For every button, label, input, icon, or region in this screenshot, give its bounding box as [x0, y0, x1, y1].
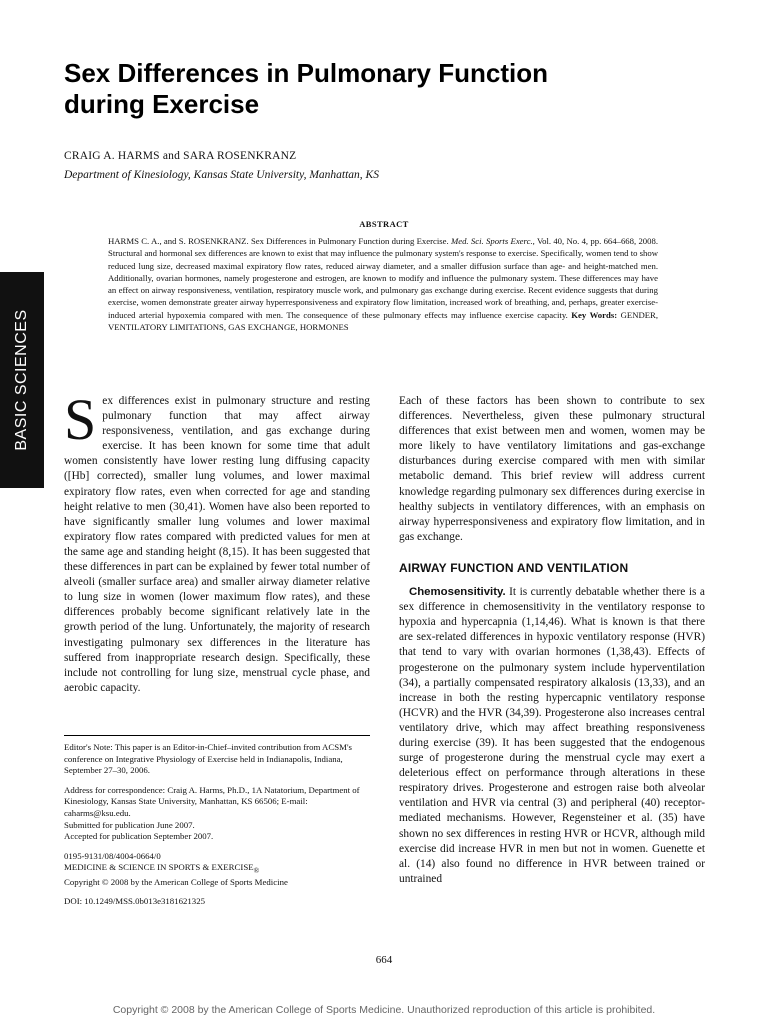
section-tab-label: BASIC SCIENCES [13, 309, 30, 451]
section-heading: AIRWAY FUNCTION AND VENTILATION [399, 560, 629, 575]
registered-mark: ® [253, 866, 260, 876]
keywords-label: Key Words: [571, 309, 618, 320]
abstract-text [108, 235, 658, 333]
footnote-rule [64, 735, 370, 736]
section-tab [0, 272, 44, 488]
footnotes [64, 742, 370, 908]
submitted: Submitted for publication June 2007. [64, 819, 195, 830]
right-paragraph-1: Each of these factors has been shown to contribute to sex differences. Nevertheless, given these pulmonary structural differences that exist between men and women, women may be more likely to have ventilatory limitations and gas-exchange disturbances during exercise compared with men with similar metabolic demand. This brief review will address current knowledge regarding pulmonary sex differences during exercise in healthy subjects in ventilatory differences, with an emphasis on airway hyperresponsiveness and expiratory flow limitation, and in gas exchange. [399, 395, 705, 543]
title-line-2: during Exercise [64, 89, 260, 119]
title-line-1: Sex Differences in Pulmonary Function [64, 58, 548, 88]
left-column [64, 387, 370, 696]
article-title [64, 58, 704, 120]
right-column [399, 394, 705, 887]
keywords: GENDER, VENTILATORY LIMITATIONS, GAS EXCHANGE, HORMONES [108, 309, 659, 333]
issn: 0195-9131/08/4004-0664/0 [64, 850, 161, 861]
accepted: Accepted for publication September 2007. [64, 831, 214, 842]
journal-name-text: MEDICINE & SCIENCE IN SPORTS & EXERCISE [64, 862, 254, 873]
abstract-citation-suffix: , Vol. 40, No. 4, pp. 664–668, 2008. [532, 236, 658, 246]
doi: DOI: 10.1249/MSS.0b013e3181621325 [64, 896, 205, 907]
intro-paragraph [64, 387, 370, 696]
copyright-line: Copyright © 2008 by the American College of Sports Medicine [64, 876, 288, 887]
abstract-citation-prefix: HARMS C. A., and S. ROSENKRANZ. Sex Differences in Pulmonary Function during Exercise. [108, 236, 451, 246]
editors-note: Editor's Note: This paper is an Editor-in-Chief–invited contribution from ACSM's conference on Integrative Physiology of Exercise held in Indianapolis, Indiana, September 27–30, 2006. [64, 742, 352, 776]
drop-cap: S [64, 387, 97, 452]
authors: CRAIG A. HARMS and SARA ROSENKRANZ [64, 150, 297, 162]
page-number: 664 [375, 954, 393, 966]
abstract-heading: ABSTRACT [359, 219, 409, 229]
correspondence: Address for correspondence: Craig A. Harms, Ph.D., 1A Natatorium, Department of Kinesiology, Kansas State University, Manhattan, KS 66506; E-mail: caharms@ksu.edu. [64, 784, 360, 818]
affiliation: Department of Kinesiology, Kansas State University, Manhattan, KS [64, 169, 379, 181]
abstract-body: Structural and hormonal sex differences are known to exist that may influence the pulmonary system's response to exercise. Specifically, women tend to show reduced lung size, decreased maximal expiratory flow rates, reduced airway diameter, and a smaller diffusion surface than age- and height-matched men. Additionally, ovarian hormones, namely progesterone and estrogen, are known to modify and influence the pulmonary system. These differences may have an effect on airway responsiveness, ventilation, respiratory muscle work, and pulmonary gas exchange during exercise. Recent evidence suggests that during exercise, women demonstrate greater airway hyperresponsiveness and expiratory flow limitation, increased work of breathing, and, perhaps, greater exercise-induced arterial hypoxemia compared with men. The consequence of these pulmonary effects may influence exercise capacity. [108, 248, 658, 320]
footer-copyright: Copyright © 2008 by the American College of Sports Medicine. Unauthorized reproduction of this article is prohibited. [112, 1004, 656, 1016]
abstract-journal: Med. Sci. Sports Exerc. [451, 236, 533, 246]
right-paragraph-2-text: It is currently debatable whether there is a sex difference in chemosensitivity in the ventilatory response to hypoxia and hypercapnia (1,14,46). What is known is that there are sex-related differences in hypoxic ventilatory response (HVR) that tend to vary with ovarian hormones (1,38,43). Effects of progesterone on the pulmonary system include hyperventilation (34), a partially compensated respiratory alkalosis (13,33), and an increase in both the resting hypercapnic ventilatory response (HCVR) and the HVR (34,39). Progesterone also increases central ventilatory drive, which may affect breathing responsiveness during exercise (39). It has been suggested that the endogenous surge of progesterone during the menstrual cycle may exert a deleterious effect on performance through alterations in these respiratory drives. Progesterone and estrogen raise both alveolar ventilation and HVR via central (3) and peripheral (40) receptor-mediated mechanisms. However, Regensteiner et al. (35) have shown no sex differences in resting HVR or HCVR, although mild exercise did increase HVR in men but not in women. Guenette et al. (14) also found no difference in HVR between trained or untrained [399, 586, 705, 885]
subheading: Chemosensitivity. [409, 586, 506, 599]
right-paragraph-2 [399, 585, 705, 887]
journal-name [64, 862, 370, 876]
intro-text: ex differences exist in pulmonary structure and resting pulmonary function that may affect airway responsiveness, ventilation, and gas exchange during exercise. It has been known for some time that adult women consistently have lower resting lung diffusing capacity ([Hb] corrected), smaller lung volumes, and lower maximal expiratory flow rates, even when corrected for age and standing height relative to men (30,41). Women have also been reported to have significantly smaller lung volumes and lower maximal expiratory flow rates compared with predicted values for men at the same age and standing height (8,15). It has been suggested that these differences in part can be explained by fewer total number of alveoli (smaller surface area) and smaller airway diameter relative to lung size in women (lower maximum flow rates), and these differences probably become significant relatively late in the growth period of the lung. Unfortunately, the majority of research investigating pulmonary sex differences in the literature has suffered from inappropriate research design. Specifically, these include not controlling for lung size, menstrual cycle phase, and aerobic capacity. [64, 395, 370, 694]
